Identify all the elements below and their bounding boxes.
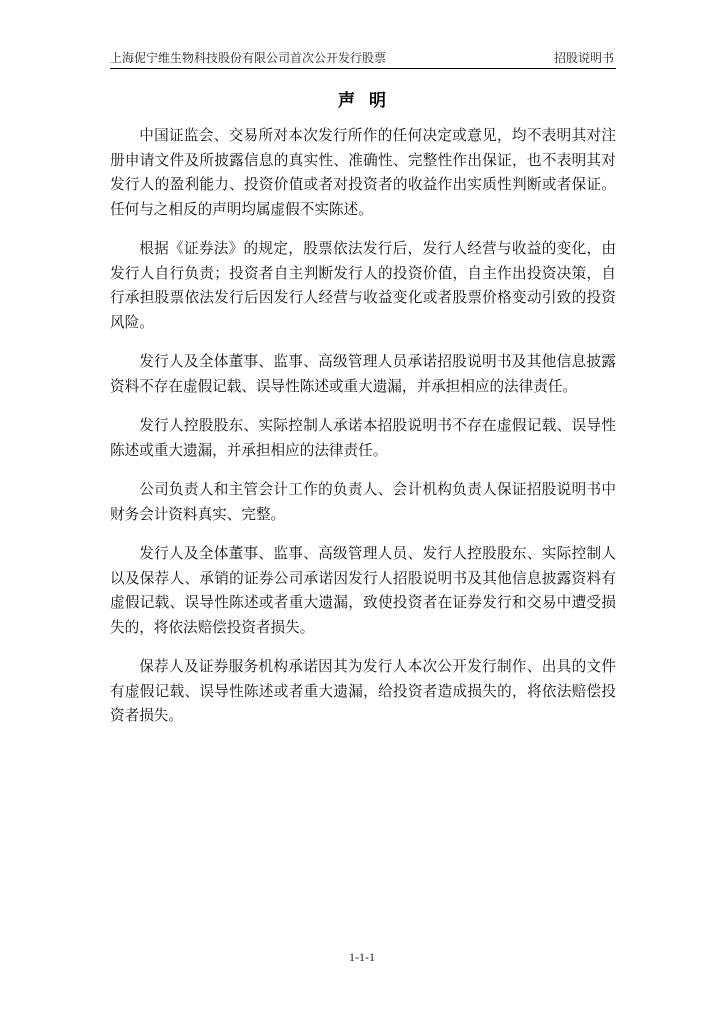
- paragraph: 公司负责人和主管会计工作的负责人、会计机构负责人保证招股说明书中财务会计资料真实、完整。: [110, 481, 616, 523]
- paragraph: 中国证监会、交易所对本次发行所作的任何决定或意见，均不表明其对注册申请文件及所披露信息的真实性、准确性、完整性作出保证，也不表明其对发行人的盈利能力、投资价值或者对投资者的收益作出实质性判断或者保证。任何与之相反的声明均属虚假不实陈述。: [110, 127, 616, 218]
- paragraph: 发行人控股股东、实际控制人承诺本招股说明书不存在虚假记载、误导性陈述或重大遗漏，并承担相应的法律责任。: [110, 417, 616, 459]
- paragraph: 根据《证券法》的规定，股票依法发行后，发行人经营与收益的变化，由发行人自行负责；投资者自主判断发行人的投资价值，自主作出投资决策，自行承担股票依法发行后因发行人经营与收益变化或者股票价格变动引致的投资风险。: [110, 240, 616, 331]
- page-header: [110, 50, 616, 69]
- paragraph: 发行人及全体董事、监事、高级管理人员承诺招股说明书及其他信息披露资料不存在虚假记载、误导性陈述或重大遗漏，并承担相应的法律责任。: [110, 353, 616, 395]
- header-doc-type: 招股说明书: [553, 51, 614, 65]
- header-company-document: 上海伲宁维生物科技股份有限公司首次公开发行股票: [110, 51, 387, 65]
- page-number: 1-1-1: [349, 950, 375, 964]
- page-title: 声明: [338, 91, 400, 111]
- paragraph: 发行人及全体董事、监事、高级管理人员、发行人控股股东、实际控制人以及保荐人、承销的证券公司承诺因发行人招股说明书及其他信息披露资料有虚假记载、误导性陈述或者重大遗漏，致使投资者在证券发行和交易中遭受损失的，将依法赔偿投资者损失。: [110, 545, 616, 636]
- declaration-body: [110, 124, 616, 744]
- paragraph: 保荐人及证券服务机构承诺因其为发行人本次公开发行制作、出具的文件有虚假记载、误导性陈述或者重大遗漏，给投资者造成损失的，将依法赔偿投资者损失。: [110, 658, 616, 724]
